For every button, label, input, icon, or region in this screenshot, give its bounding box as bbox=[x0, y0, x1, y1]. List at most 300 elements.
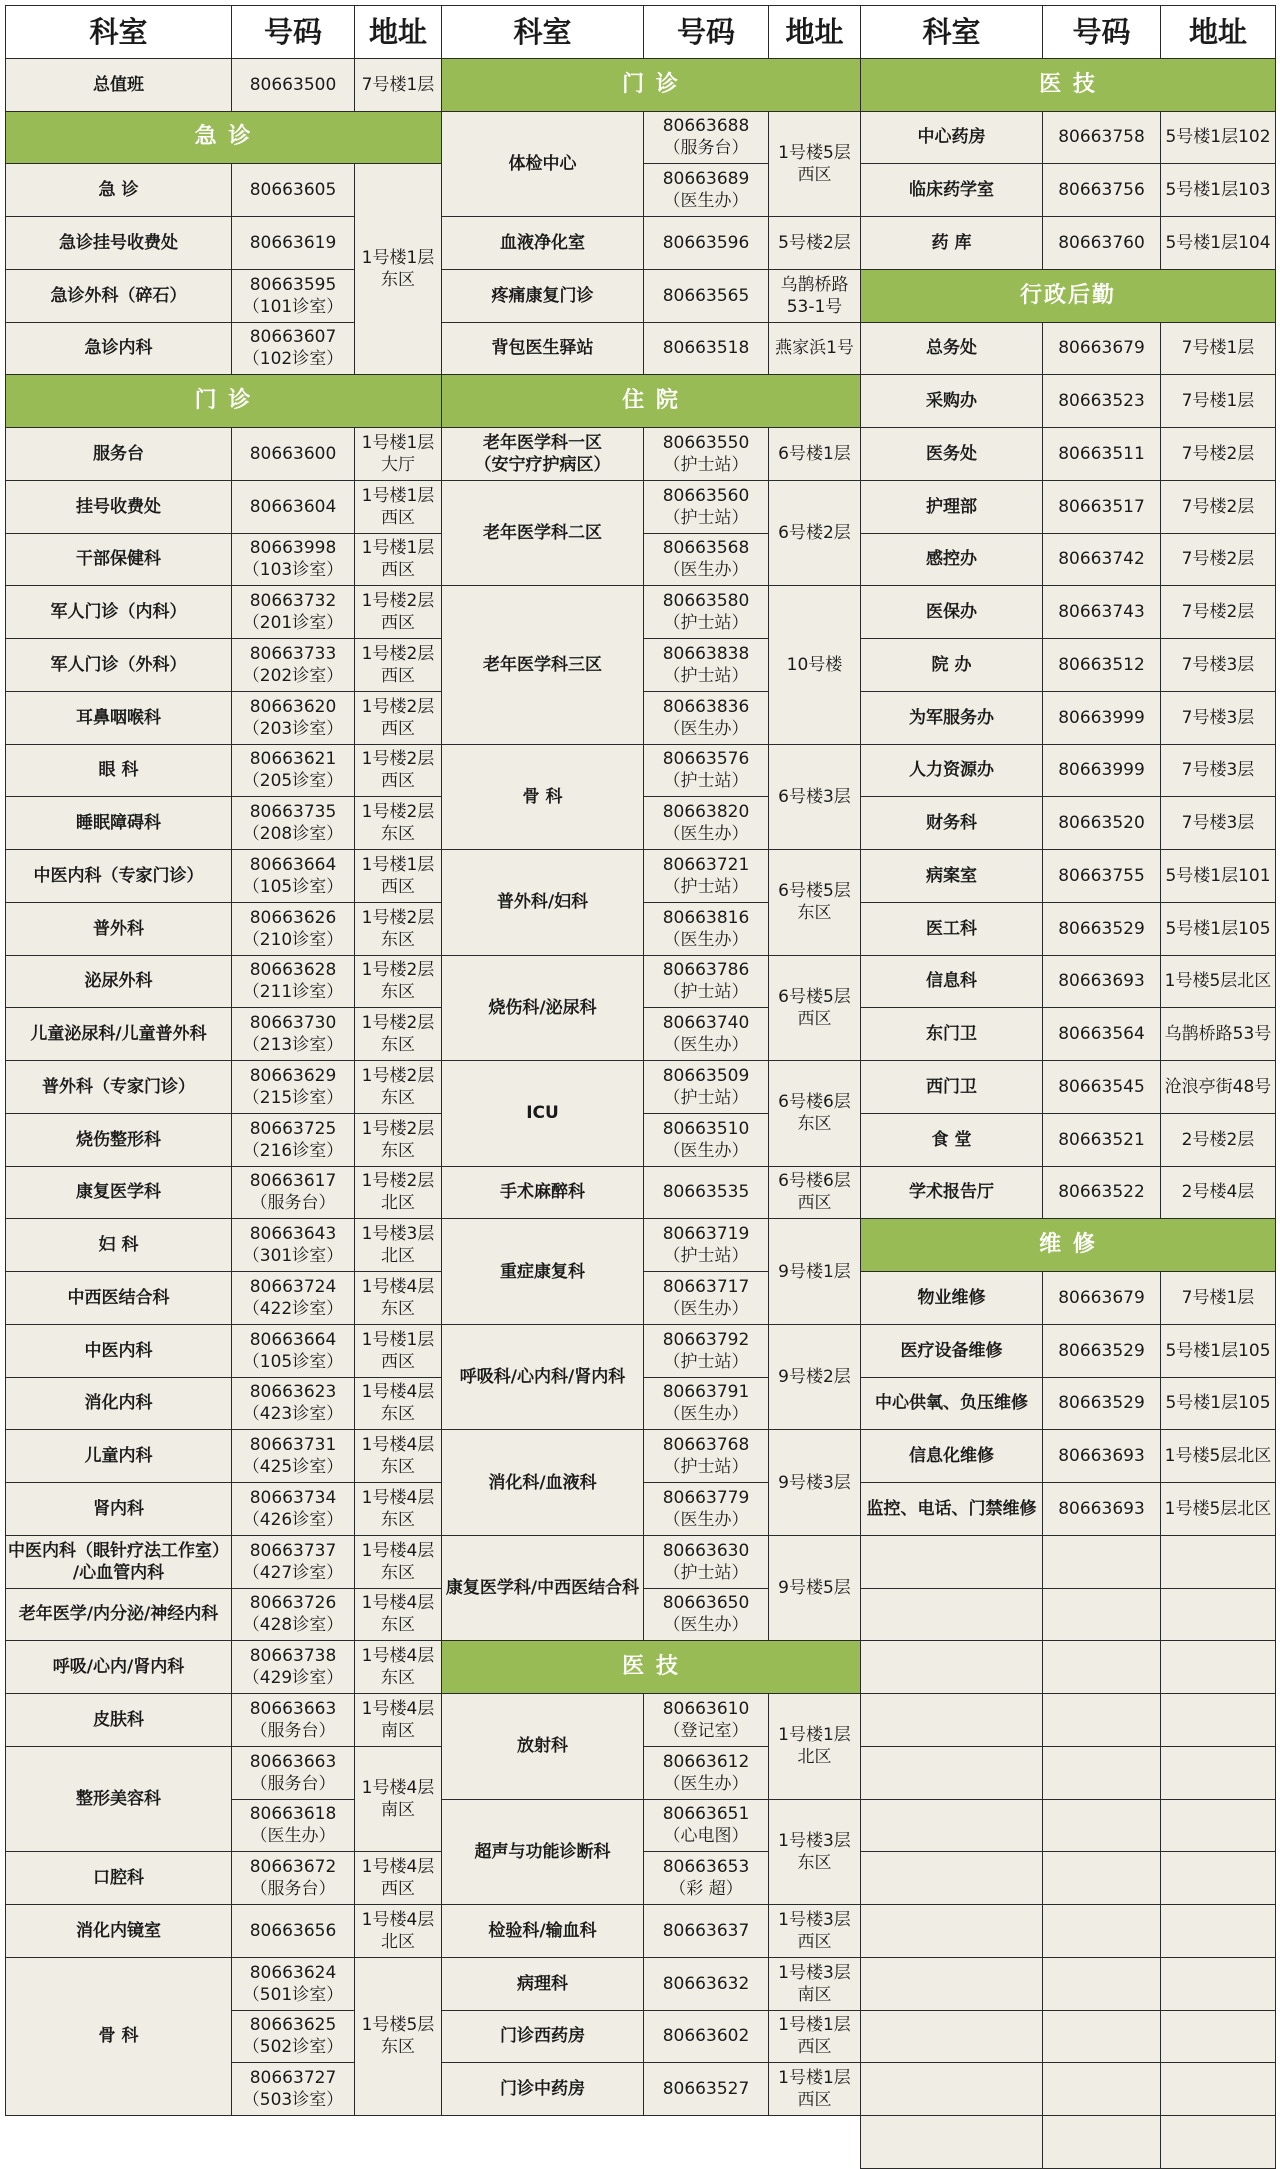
dept-name: 病理科 bbox=[442, 1957, 644, 2010]
table-row bbox=[6, 1061, 442, 1114]
table-row bbox=[6, 1166, 442, 1219]
phone-number: 80663786 （护士站） bbox=[644, 955, 769, 1008]
dept-name: 医务处 bbox=[861, 428, 1043, 481]
address: 7号楼3层 bbox=[1161, 639, 1276, 692]
dept-name: 为军服务办 bbox=[861, 691, 1043, 744]
table-row bbox=[442, 111, 861, 164]
table-row bbox=[6, 164, 442, 217]
dept-name: 医工科 bbox=[861, 902, 1043, 955]
dept-name: 骨 科 bbox=[442, 744, 644, 850]
dept-name: 睡眠障碍科 bbox=[6, 797, 232, 850]
phone-number: 80663721 （护士站） bbox=[644, 850, 769, 903]
directory-table-right bbox=[860, 5, 1276, 2169]
phone-number: 80663768 （护士站） bbox=[644, 1430, 769, 1483]
empty-cell bbox=[1161, 1957, 1276, 2010]
table-row bbox=[442, 1324, 861, 1377]
dept-name: 消化内镜室 bbox=[6, 1905, 232, 1958]
empty-cell bbox=[861, 1799, 1043, 1852]
phone-number: 80663656 bbox=[232, 1905, 355, 1958]
phone-number: 80663522 bbox=[1043, 1166, 1161, 1219]
address: 1号楼1层 大厅 bbox=[355, 428, 442, 481]
phone-number: 80663500 bbox=[232, 58, 355, 111]
address: 5号楼1层102 bbox=[1161, 111, 1276, 164]
phone-number: 80663679 bbox=[1043, 1272, 1161, 1325]
header-row bbox=[6, 6, 442, 59]
empty-cell bbox=[861, 1957, 1043, 2010]
dept-name: 军人门诊（外科） bbox=[6, 639, 232, 692]
phone-number: 80663693 bbox=[1043, 955, 1161, 1008]
table-row bbox=[6, 533, 442, 586]
address: 6号楼3层 bbox=[769, 744, 861, 850]
address: 1号楼2层 西区 bbox=[355, 586, 442, 639]
phone-number: 80663820 （医生办） bbox=[644, 797, 769, 850]
empty-row bbox=[861, 1957, 1276, 2010]
dept-name: 放射科 bbox=[442, 1694, 644, 1800]
dept-name: 眼 科 bbox=[6, 744, 232, 797]
empty-cell bbox=[1161, 1641, 1276, 1694]
table-row bbox=[442, 1905, 861, 1958]
address: 5号楼1层105 bbox=[1161, 1324, 1276, 1377]
phone-number: 80663620 （203诊室） bbox=[232, 691, 355, 744]
dept-name: 老年医学科二区 bbox=[442, 480, 644, 586]
empty-row bbox=[861, 2063, 1276, 2116]
phone-number: 80663758 bbox=[1043, 111, 1161, 164]
dept-name: 服务台 bbox=[6, 428, 232, 481]
dept-name: 干部保健科 bbox=[6, 533, 232, 586]
phone-number: 80663725 （216诊室） bbox=[232, 1113, 355, 1166]
phone-number: 80663732 （201诊室） bbox=[232, 586, 355, 639]
empty-cell bbox=[1043, 1588, 1161, 1641]
phone-number: 80663565 bbox=[644, 269, 769, 322]
phone-number: 80663550 （护士站） bbox=[644, 428, 769, 481]
empty-cell bbox=[1043, 1641, 1161, 1694]
section-medical-tech: 医 技 bbox=[442, 1641, 861, 1694]
table-row bbox=[861, 850, 1276, 903]
dept-name: 院 办 bbox=[861, 639, 1043, 692]
directory-table-middle bbox=[441, 5, 861, 2116]
empty-cell bbox=[1043, 2116, 1161, 2169]
dept-name: 急诊挂号收费处 bbox=[6, 217, 232, 270]
phone-number: 80663693 bbox=[1043, 1430, 1161, 1483]
empty-cell bbox=[861, 1746, 1043, 1799]
table-row bbox=[6, 1483, 442, 1536]
address: 2号楼2层 bbox=[1161, 1113, 1276, 1166]
phone-number: 80663724 （422诊室） bbox=[232, 1272, 355, 1325]
dept-name: 门诊西药房 bbox=[442, 2010, 644, 2063]
address: 1号楼5层 东区 bbox=[355, 1957, 442, 2115]
address: 9号楼3层 bbox=[769, 1430, 861, 1536]
table-row bbox=[442, 586, 861, 639]
empty-cell bbox=[1043, 1957, 1161, 2010]
empty-cell bbox=[861, 1588, 1043, 1641]
phone-number: 80663735 （208诊室） bbox=[232, 797, 355, 850]
phone-number: 80663510 （医生办） bbox=[644, 1113, 769, 1166]
section-admin-logistics: 行政后勤 bbox=[861, 269, 1276, 322]
dept-name: 老年医学/内分泌/神经内科 bbox=[6, 1588, 232, 1641]
phone-number: 80663610 （登记室） bbox=[644, 1694, 769, 1747]
table-row bbox=[861, 797, 1276, 850]
address: 1号楼4层 北区 bbox=[355, 1905, 442, 1958]
address: 5号楼1层101 bbox=[1161, 850, 1276, 903]
table-row bbox=[442, 2010, 861, 2063]
address: 7号楼1层 bbox=[1161, 375, 1276, 428]
header-dept: 科室 bbox=[442, 6, 644, 59]
phone-number: 80663621 （205诊室） bbox=[232, 744, 355, 797]
address: 5号楼2层 bbox=[769, 217, 861, 270]
address: 1号楼1层 西区 bbox=[355, 850, 442, 903]
empty-cell bbox=[1161, 1535, 1276, 1588]
table-row bbox=[861, 480, 1276, 533]
phone-number: 80663596 bbox=[644, 217, 769, 270]
dept-name: 门诊中药房 bbox=[442, 2063, 644, 2116]
header-number: 号码 bbox=[1043, 6, 1161, 59]
table-row bbox=[442, 1166, 861, 1219]
header-row bbox=[442, 6, 861, 59]
dept-name: 妇 科 bbox=[6, 1219, 232, 1272]
address: 1号楼3层 西区 bbox=[769, 1905, 861, 1958]
dept-name: 中西医结合科 bbox=[6, 1272, 232, 1325]
phone-number: 80663520 bbox=[1043, 797, 1161, 850]
table-row bbox=[861, 1113, 1276, 1166]
table-row bbox=[6, 1852, 442, 1905]
dept-name: 整形美容科 bbox=[6, 1746, 232, 1852]
dept-name: 血液净化室 bbox=[442, 217, 644, 270]
empty-cell bbox=[1161, 1588, 1276, 1641]
table-row bbox=[861, 586, 1276, 639]
address: 5号楼1层103 bbox=[1161, 164, 1276, 217]
dept-name: 急诊内科 bbox=[6, 322, 232, 375]
table-row bbox=[861, 375, 1276, 428]
phone-number: 80663743 bbox=[1043, 586, 1161, 639]
empty-cell bbox=[1043, 1905, 1161, 1958]
phone-number: 80663693 bbox=[1043, 1483, 1161, 1536]
table-row bbox=[861, 428, 1276, 481]
table-row bbox=[442, 955, 861, 1008]
phone-number: 80663731 （425诊室） bbox=[232, 1430, 355, 1483]
dept-name: 财务科 bbox=[861, 797, 1043, 850]
empty-cell bbox=[861, 1905, 1043, 1958]
empty-row bbox=[861, 2010, 1276, 2063]
table-row bbox=[442, 1957, 861, 2010]
section-row bbox=[861, 1219, 1276, 1272]
dept-name: 总值班 bbox=[6, 58, 232, 111]
phone-number: 80663838 （护士站） bbox=[644, 639, 769, 692]
address: 1号楼3层 东区 bbox=[769, 1799, 861, 1905]
empty-cell bbox=[1161, 2116, 1276, 2169]
dept-name: 急 诊 bbox=[6, 164, 232, 217]
empty-row bbox=[861, 1535, 1276, 1588]
section-row bbox=[6, 111, 442, 164]
table-row bbox=[442, 322, 861, 375]
phone-number: 80663998 （103诊室） bbox=[232, 533, 355, 586]
address: 1号楼4层 东区 bbox=[355, 1535, 442, 1588]
header-address: 地址 bbox=[355, 6, 442, 59]
table-row bbox=[6, 1430, 442, 1483]
dept-name: 烧伤科/泌尿科 bbox=[442, 955, 644, 1061]
address: 1号楼4层 东区 bbox=[355, 1483, 442, 1536]
dept-name: 急诊外科（碎石） bbox=[6, 269, 232, 322]
address: 5号楼1层104 bbox=[1161, 217, 1276, 270]
address: 1号楼5层北区 bbox=[1161, 1430, 1276, 1483]
section-row bbox=[861, 269, 1276, 322]
dept-name: 普外科 bbox=[6, 902, 232, 955]
address: 7号楼1层 bbox=[1161, 322, 1276, 375]
dept-name: 挂号收费处 bbox=[6, 480, 232, 533]
table-row bbox=[6, 1746, 442, 1799]
section-row bbox=[442, 58, 861, 111]
dept-name: 超声与功能诊断科 bbox=[442, 1799, 644, 1905]
dept-name: 检验科/输血科 bbox=[442, 1905, 644, 1958]
phone-number: 80663740 （医生办） bbox=[644, 1008, 769, 1061]
phone-number: 80663517 bbox=[1043, 480, 1161, 533]
address: 2号楼4层 bbox=[1161, 1166, 1276, 1219]
phone-number: 80663760 bbox=[1043, 217, 1161, 270]
phone-number: 80663628 （211诊室） bbox=[232, 955, 355, 1008]
address: 乌鹊桥路 53-1号 bbox=[769, 269, 861, 322]
section-row bbox=[6, 375, 442, 428]
dept-name: 医保办 bbox=[861, 586, 1043, 639]
address: 1号楼2层 西区 bbox=[355, 744, 442, 797]
empty-cell bbox=[1161, 1905, 1276, 1958]
dept-name: 皮肤科 bbox=[6, 1694, 232, 1747]
dept-name: 普外科/妇科 bbox=[442, 850, 644, 956]
table-row bbox=[442, 850, 861, 903]
dept-name: 老年医学科一区 （安宁疗护病区） bbox=[442, 428, 644, 481]
table-row bbox=[6, 1272, 442, 1325]
phone-number: 80663719 （护士站） bbox=[644, 1219, 769, 1272]
address: 1号楼1层 北区 bbox=[769, 1694, 861, 1800]
phone-number: 80663607 （102诊室） bbox=[232, 322, 355, 375]
address: 7号楼2层 bbox=[1161, 533, 1276, 586]
address: 6号楼2层 bbox=[769, 480, 861, 586]
dept-name: 军人门诊（内科） bbox=[6, 586, 232, 639]
address: 1号楼1层 东区 bbox=[355, 164, 442, 375]
header-number: 号码 bbox=[232, 6, 355, 59]
address: 5号楼1层105 bbox=[1161, 902, 1276, 955]
phone-number: 80663564 bbox=[1043, 1008, 1161, 1061]
address: 1号楼2层 北区 bbox=[355, 1166, 442, 1219]
phone-number: 80663545 bbox=[1043, 1061, 1161, 1114]
address: 1号楼2层 东区 bbox=[355, 1061, 442, 1114]
phone-number: 80663619 bbox=[232, 217, 355, 270]
empty-row bbox=[861, 1694, 1276, 1747]
phone-number: 80663529 bbox=[1043, 902, 1161, 955]
table-row bbox=[861, 1483, 1276, 1536]
dept-name: 护理部 bbox=[861, 480, 1043, 533]
phone-number: 80663535 bbox=[644, 1166, 769, 1219]
phone-number: 80663529 bbox=[1043, 1377, 1161, 1430]
dept-name: 临床药学室 bbox=[861, 164, 1043, 217]
address: 6号楼6层 东区 bbox=[769, 1061, 861, 1167]
phone-number: 80663650 （医生办） bbox=[644, 1588, 769, 1641]
table-row bbox=[6, 1535, 442, 1588]
phone-number: 80663629 （215诊室） bbox=[232, 1061, 355, 1114]
phone-number: 80663600 bbox=[232, 428, 355, 481]
table-row bbox=[442, 2063, 861, 2116]
phone-number: 80663618 （医生办） bbox=[232, 1799, 355, 1852]
table-row bbox=[6, 639, 442, 692]
table-row bbox=[442, 269, 861, 322]
table-row bbox=[861, 1324, 1276, 1377]
address: 7号楼2层 bbox=[1161, 480, 1276, 533]
dept-name: 呼吸/心内/肾内科 bbox=[6, 1641, 232, 1694]
table-row bbox=[861, 639, 1276, 692]
empty-cell bbox=[1161, 1799, 1276, 1852]
empty-cell bbox=[1043, 1799, 1161, 1852]
table-row bbox=[861, 691, 1276, 744]
empty-row bbox=[861, 1905, 1276, 1958]
dept-name: 中心药房 bbox=[861, 111, 1043, 164]
dept-name: 中医内科（眼针疗法工作室） /心血管内科 bbox=[6, 1535, 232, 1588]
empty-row bbox=[861, 1799, 1276, 1852]
dept-name: 采购办 bbox=[861, 375, 1043, 428]
phone-number: 80663727 （503诊室） bbox=[232, 2063, 355, 2116]
dept-name: 背包医生驿站 bbox=[442, 322, 644, 375]
table-row bbox=[861, 1166, 1276, 1219]
table-row bbox=[6, 586, 442, 639]
phone-number: 80663568 （医生办） bbox=[644, 533, 769, 586]
address: 1号楼4层 东区 bbox=[355, 1272, 442, 1325]
table-row bbox=[6, 1324, 442, 1377]
phone-number: 80663792 （护士站） bbox=[644, 1324, 769, 1377]
table-row bbox=[861, 1272, 1276, 1325]
phone-number: 80663580 （护士站） bbox=[644, 586, 769, 639]
empty-cell bbox=[861, 2116, 1043, 2169]
address: 1号楼4层 南区 bbox=[355, 1694, 442, 1747]
section-maintenance: 维 修 bbox=[861, 1219, 1276, 1272]
table-row bbox=[861, 1061, 1276, 1114]
address: 1号楼2层 东区 bbox=[355, 797, 442, 850]
empty-cell bbox=[1043, 2063, 1161, 2116]
phone-number: 80663742 bbox=[1043, 533, 1161, 586]
address: 1号楼4层 东区 bbox=[355, 1430, 442, 1483]
address: 1号楼1层 西区 bbox=[769, 2063, 861, 2116]
table-row bbox=[861, 744, 1276, 797]
table-row bbox=[861, 322, 1276, 375]
dept-name: 康复医学科 bbox=[6, 1166, 232, 1219]
table-row bbox=[442, 428, 861, 481]
phone-number: 80663791 （医生办） bbox=[644, 1377, 769, 1430]
phone-number: 80663999 bbox=[1043, 744, 1161, 797]
address: 6号楼1层 bbox=[769, 428, 861, 481]
dept-name: 监控、电话、门禁维修 bbox=[861, 1483, 1043, 1536]
dept-name: 总务处 bbox=[861, 322, 1043, 375]
dept-name: 疼痛康复门诊 bbox=[442, 269, 644, 322]
empty-cell bbox=[1043, 1694, 1161, 1747]
address: 7号楼2层 bbox=[1161, 586, 1276, 639]
dept-name: 西门卫 bbox=[861, 1061, 1043, 1114]
phone-number: 80663664 （105诊室） bbox=[232, 850, 355, 903]
dept-name: 肾内科 bbox=[6, 1483, 232, 1536]
phone-number: 80663663 （服务台） bbox=[232, 1746, 355, 1799]
address: 1号楼4层 东区 bbox=[355, 1588, 442, 1641]
phone-number: 80663617 （服务台） bbox=[232, 1166, 355, 1219]
header-dept: 科室 bbox=[6, 6, 232, 59]
phone-number: 80663688 （服务台） bbox=[644, 111, 769, 164]
address: 1号楼3层 南区 bbox=[769, 1957, 861, 2010]
phone-number: 80663523 bbox=[1043, 375, 1161, 428]
table-row bbox=[442, 480, 861, 533]
empty-cell bbox=[861, 1535, 1043, 1588]
phone-number: 80663632 bbox=[644, 1957, 769, 2010]
phone-number: 80663612 （医生办） bbox=[644, 1746, 769, 1799]
address: 9号楼5层 bbox=[769, 1535, 861, 1641]
address: 1号楼5层北区 bbox=[1161, 955, 1276, 1008]
phone-number: 80663689 （医生办） bbox=[644, 164, 769, 217]
phone-number: 80663604 bbox=[232, 480, 355, 533]
address: 1号楼3层 北区 bbox=[355, 1219, 442, 1272]
address: 6号楼5层 西区 bbox=[769, 955, 861, 1061]
table-row bbox=[6, 850, 442, 903]
table-row bbox=[442, 744, 861, 797]
table-row bbox=[6, 1694, 442, 1747]
table-row bbox=[861, 1377, 1276, 1430]
dept-name: 口腔科 bbox=[6, 1852, 232, 1905]
table-row bbox=[6, 1905, 442, 1958]
dept-name: 中医内科 bbox=[6, 1324, 232, 1377]
phone-number: 80663630 （护士站） bbox=[644, 1535, 769, 1588]
table-row bbox=[6, 1641, 442, 1694]
dept-name: ICU bbox=[442, 1061, 644, 1167]
phone-number: 80663521 bbox=[1043, 1113, 1161, 1166]
table-row bbox=[6, 1377, 442, 1430]
phone-number: 80663605 bbox=[232, 164, 355, 217]
table-row bbox=[861, 164, 1276, 217]
table-row bbox=[861, 217, 1276, 270]
dept-name: 康复医学科/中西医结合科 bbox=[442, 1535, 644, 1641]
empty-cell bbox=[1043, 1535, 1161, 1588]
address: 1号楼5层 西区 bbox=[769, 111, 861, 217]
table-row bbox=[6, 58, 442, 111]
empty-cell bbox=[861, 1694, 1043, 1747]
address: 1号楼4层 东区 bbox=[355, 1377, 442, 1430]
address: 乌鹊桥路53号 bbox=[1161, 1008, 1276, 1061]
dept-name: 食 堂 bbox=[861, 1113, 1043, 1166]
empty-row bbox=[861, 2116, 1276, 2169]
header-dept: 科室 bbox=[861, 6, 1043, 59]
dept-name: 物业维修 bbox=[861, 1272, 1043, 1325]
section-emergency: 急 诊 bbox=[6, 111, 442, 164]
phone-number: 80663595 （101诊室） bbox=[232, 269, 355, 322]
address: 1号楼4层 西区 bbox=[355, 1852, 442, 1905]
phone-number: 80663999 bbox=[1043, 691, 1161, 744]
table-row bbox=[6, 1588, 442, 1641]
dept-name: 信息科 bbox=[861, 955, 1043, 1008]
table-row bbox=[861, 1008, 1276, 1061]
empty-cell bbox=[861, 2010, 1043, 2063]
empty-cell bbox=[1043, 2010, 1161, 2063]
phone-number: 80663602 bbox=[644, 2010, 769, 2063]
table-row bbox=[442, 1219, 861, 1272]
address: 1号楼2层 东区 bbox=[355, 1113, 442, 1166]
dept-name: 消化内科 bbox=[6, 1377, 232, 1430]
table-row bbox=[6, 744, 442, 797]
phone-number: 80663737 （427诊室） bbox=[232, 1535, 355, 1588]
empty-cell bbox=[1161, 2010, 1276, 2063]
header-number: 号码 bbox=[644, 6, 769, 59]
phone-number: 80663756 bbox=[1043, 164, 1161, 217]
table-row bbox=[442, 1799, 861, 1852]
address: 1号楼1层 西区 bbox=[355, 533, 442, 586]
phone-number: 80663733 （202诊室） bbox=[232, 639, 355, 692]
empty-row bbox=[861, 1746, 1276, 1799]
dept-name: 病案室 bbox=[861, 850, 1043, 903]
table-row bbox=[6, 480, 442, 533]
table-row bbox=[6, 902, 442, 955]
address: 1号楼1层 西区 bbox=[355, 1324, 442, 1377]
dept-name: 体检中心 bbox=[442, 111, 644, 217]
empty-cell bbox=[861, 1852, 1043, 1905]
